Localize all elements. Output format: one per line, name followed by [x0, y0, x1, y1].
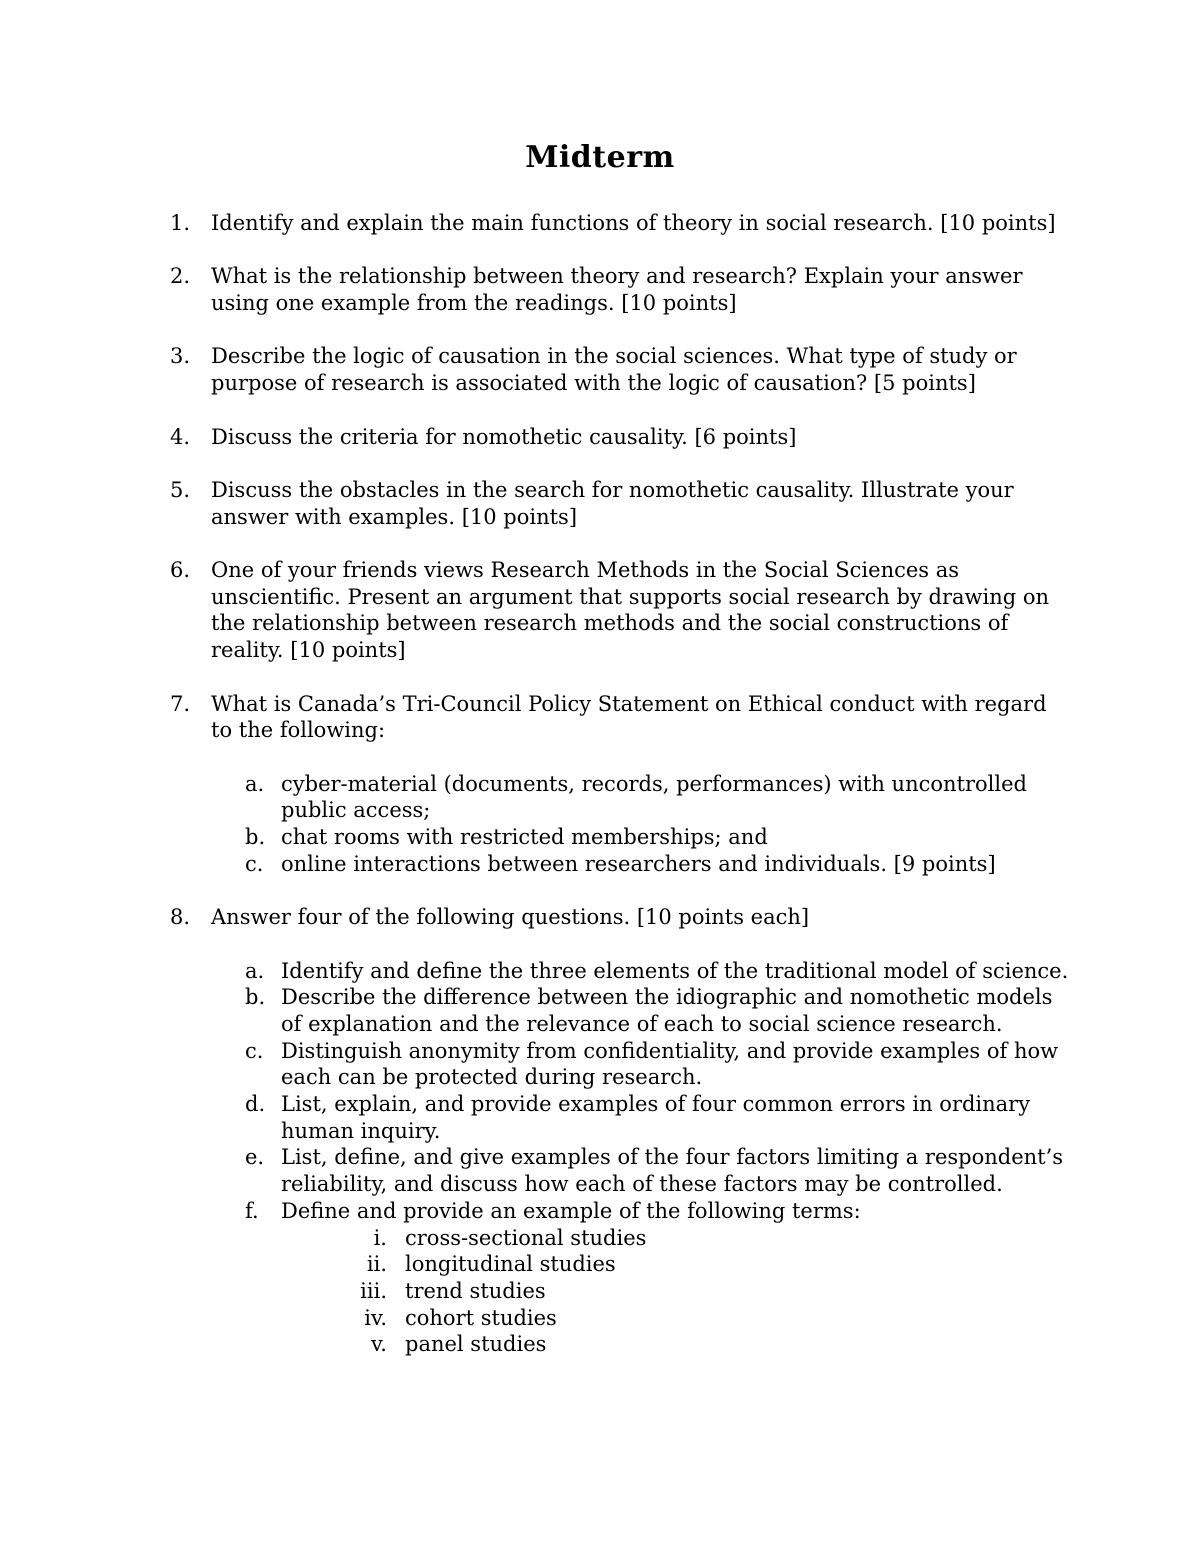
subitem-letter: b.	[245, 825, 266, 850]
term-number: iv.	[364, 1305, 387, 1330]
subitem	[211, 958, 1070, 985]
question-6	[170, 557, 1070, 664]
term-number: v.	[370, 1332, 387, 1357]
term-item	[281, 1278, 1070, 1305]
question-8	[170, 904, 1070, 1358]
question-number: 3.	[170, 344, 191, 369]
question-text: What is the relationship between theory and research? Explain your answer using one example from the readings. [10 points]	[211, 264, 1023, 316]
terms-list	[281, 1225, 1070, 1359]
question-text: Answer four of the following questions. [10 points each]	[211, 905, 810, 930]
subitem-text: online interactions between researchers and individuals. [9 points]	[281, 851, 996, 876]
subitem-letter: d.	[245, 1092, 266, 1117]
term-text: cross-sectional studies	[405, 1225, 647, 1250]
subitem-text: Identify and define the three elements of the traditional model of science.	[281, 958, 1069, 983]
subitem	[211, 771, 1070, 824]
term-number: i.	[373, 1225, 387, 1250]
term-text: trend studies	[405, 1278, 546, 1303]
question-5	[170, 477, 1070, 530]
question-3	[170, 343, 1070, 396]
question-2	[170, 263, 1070, 316]
question-text: Discuss the obstacles in the search for nomothetic causality. Illustrate your answer with examples. [10 points]	[211, 477, 1014, 529]
term-item	[281, 1305, 1070, 1332]
question-4	[170, 424, 1070, 451]
question-number: 6.	[170, 558, 191, 583]
subitem-letter: e.	[245, 1145, 265, 1170]
question-list	[170, 210, 1070, 1385]
term-item	[281, 1251, 1070, 1278]
question-number: 5.	[170, 477, 191, 502]
question-1	[170, 210, 1070, 237]
question-7	[170, 691, 1070, 878]
term-item	[281, 1225, 1070, 1252]
subitem-letter: a.	[245, 771, 265, 796]
term-number: iii.	[360, 1278, 387, 1303]
subitem	[211, 1144, 1070, 1197]
question-number: 4.	[170, 424, 191, 449]
question-7-subitems	[211, 771, 1070, 878]
term-item	[281, 1331, 1070, 1358]
subitem	[211, 1038, 1070, 1091]
subitem	[211, 824, 1070, 851]
term-number: ii.	[366, 1252, 387, 1277]
question-8-subitems	[211, 958, 1070, 1359]
subitem-letter: b.	[245, 985, 266, 1010]
question-number: 1.	[170, 211, 191, 235]
question-text: What is Canada’s Tri-Council Policy Statement on Ethical conduct with regard to the following:	[211, 691, 1047, 743]
subitem-letter: a.	[245, 958, 265, 983]
subitem-letter: c.	[245, 851, 264, 876]
term-text: panel studies	[405, 1332, 547, 1357]
question-number: 7.	[170, 691, 191, 716]
subitem	[211, 851, 1070, 878]
question-number: 8.	[170, 905, 191, 930]
subitem	[211, 984, 1070, 1037]
page-title: Midterm	[525, 140, 675, 175]
subitem-text: Define and provide an example of the following terms:	[281, 1198, 861, 1223]
subitem-text: List, define, and give examples of the four factors limiting a respondent’s reliability, and discuss how each of these factors may be controlled.	[281, 1145, 1064, 1197]
subitem-text: chat rooms with restricted memberships; and	[281, 825, 768, 850]
subitem-letter: c.	[245, 1038, 264, 1063]
question-text: Describe the logic of causation in the social sciences. What type of study or purpose of research is associated with the logic of causation? [5 points]	[211, 344, 1017, 396]
question-text: Discuss the criteria for nomothetic causality. [6 points]	[211, 424, 797, 449]
question-text: One of your friends views Research Methods in the Social Sciences as unscientific. Present an argument that supports social research by drawing on the relationship between research methods and the social constructions of reality. [10 points]	[211, 558, 1050, 663]
subitem	[211, 1091, 1070, 1144]
subitem-text: Describe the difference between the idiographic and nomothetic models of explanation and the relevance of each to social science research.	[281, 985, 1053, 1036]
question-number: 2.	[170, 264, 191, 289]
term-text: cohort studies	[405, 1305, 557, 1330]
question-text: Identify and explain the main functions of theory in social research. [10 points]	[211, 211, 1056, 235]
subitem-text: Distinguish anonymity from confidentiality, and provide examples of how each can be protected during research.	[281, 1038, 1059, 1090]
subitem-text: List, explain, and provide examples of four common errors in ordinary human inquiry.	[281, 1092, 1031, 1143]
subitem-letter: f.	[245, 1198, 259, 1223]
subitem	[211, 1198, 1070, 1358]
term-text: longitudinal studies	[405, 1252, 616, 1277]
subitem-text: cyber-material (documents, records, performances) with uncontrolled public access;	[281, 771, 1027, 823]
